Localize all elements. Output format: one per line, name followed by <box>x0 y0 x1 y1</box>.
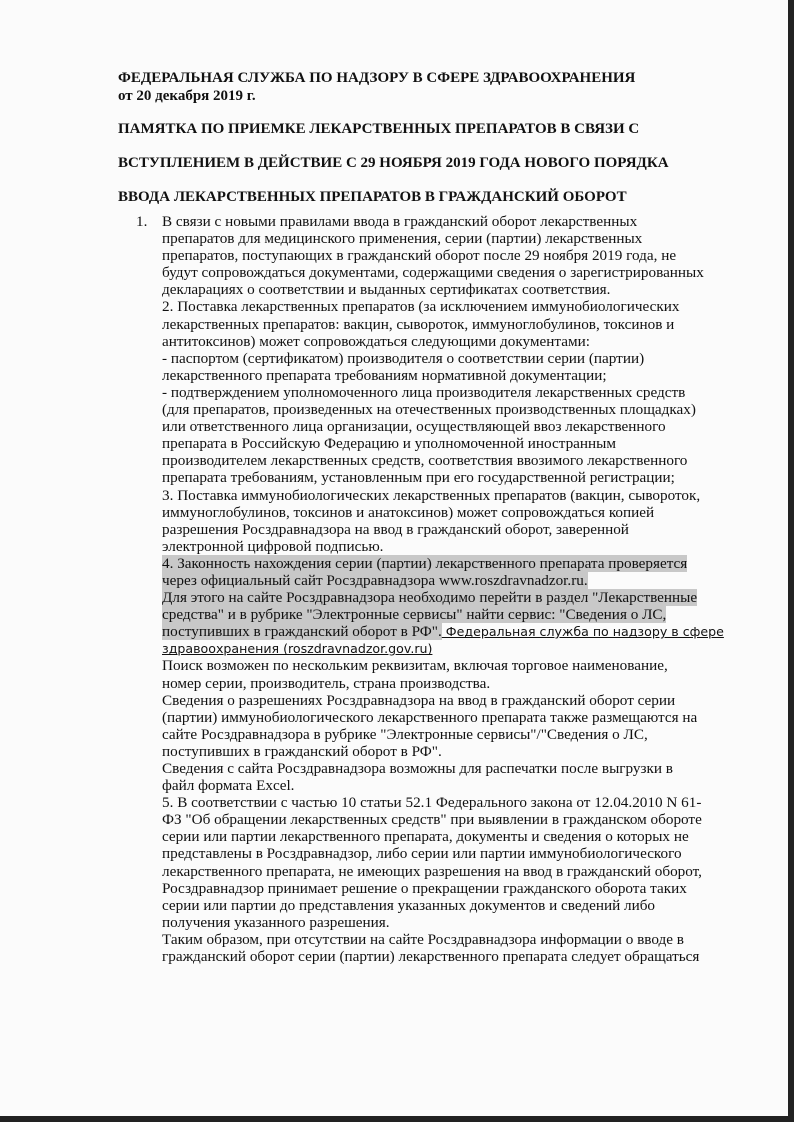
line-text: препарата требованиям, установленным при его государственной регистрации; <box>162 469 675 487</box>
line-text: Таким образом, при отсутствии на сайте Росздравнадзора информации о вводе в <box>162 930 684 948</box>
text-line <box>162 504 724 521</box>
roszdravnadzor-link[interactable]: Федеральная служба по надзору в сфере <box>441 624 724 640</box>
highlighted-text: через официальный сайт Росздравнадзора www.roszdravnadzor.ru. <box>162 571 588 589</box>
line-text: лекарственного препарата, не имеющих разрешения на ввод в гражданский оборот, <box>162 862 702 880</box>
text-line <box>162 487 724 504</box>
highlighted-text: 4. Законность нахождения серии (партии) лекарственного препарата проверяется <box>162 554 688 572</box>
line-text: номер серии, производитель, страна производства. <box>162 674 491 692</box>
text-line <box>162 897 724 914</box>
text-line <box>162 247 724 264</box>
text-line <box>162 845 724 862</box>
roszdravnadzor-link[interactable]: здравоохранения (roszdravnadzor.gov.ru) <box>162 641 433 657</box>
text-line <box>162 555 724 572</box>
text-line <box>162 350 724 367</box>
line-text: сайте Росздравнадзора в рубрике "Электронные сервисы"/"Сведения о ЛС, <box>162 725 648 743</box>
text-line <box>162 709 724 726</box>
highlighted-text: средства" и в рубрике "Электронные сервисы" найти сервис: "Сведения о ЛС, <box>162 606 667 624</box>
text-line <box>162 538 724 555</box>
text-line <box>162 692 724 709</box>
highlighted-text: поступивших в гражданский оборот в РФ". <box>162 623 442 641</box>
line-text: лекарственных препаратов: вакцин, сывороток, иммуноглобулинов, токсинов и <box>162 315 675 333</box>
text-line <box>162 794 724 811</box>
text-line <box>162 863 724 880</box>
text-line <box>162 281 724 298</box>
line-text: В связи с новыми правилами ввода в гражданский оборот лекарственных <box>162 213 638 230</box>
text-line <box>162 675 724 692</box>
text-line <box>162 230 724 247</box>
document-title-line: ВВОДА ЛЕКАРСТВЕННЫХ ПРЕПАРАТОВ В ГРАЖДАНСКИЙ ОБОРОТ <box>118 189 627 205</box>
text-line <box>162 948 724 965</box>
line-text: будут сопровождаться документами, содержащими сведения о зарегистрированных <box>162 264 704 282</box>
text-line <box>162 401 724 418</box>
line-text: гражданский оборот серии (партии) лекарственного препарата следует обращаться <box>162 948 700 966</box>
text-line <box>162 264 724 281</box>
text-line <box>162 931 724 948</box>
highlighted-text: Для этого на сайте Росздравнадзора необходимо перейти в раздел "Лекарственные <box>162 589 698 607</box>
line-text: серии или партии до представления указанных документов и сведений либо <box>162 896 656 914</box>
line-text: 3. Поставка иммунобиологических лекарственных препаратов (вакцин, сывороток, <box>162 486 701 504</box>
line-text: получения указанного разрешения. <box>162 913 390 931</box>
text-line <box>162 384 724 401</box>
line-text: или ответственного лица организации, осуществляющей ввоз лекарственного <box>162 418 666 436</box>
line-text: серии или партии лекарственного препарата, документы и сведения о которых не <box>162 828 689 846</box>
document-date: от 20 декабря 2019 г. <box>118 88 256 104</box>
line-text: разрешения Росздравнадзора на ввод в гражданский оборот, заверенной <box>162 520 629 538</box>
line-text: лекарственного препарата требованиям нормативной документации; <box>162 366 607 384</box>
line-text: поступивших в гражданский оборот в РФ". <box>162 742 442 760</box>
line-text: (для препаратов, произведенных на отечественных производственных площадках) <box>162 401 696 419</box>
line-text: производителем лекарственных средств, соответствия ввозимого лекарственного <box>162 452 688 470</box>
text-line <box>162 743 724 760</box>
text-line <box>162 760 724 777</box>
text-line <box>162 316 724 333</box>
line-text: Сведения о разрешениях Росздравнадзора на ввод в гражданский оборот серии <box>162 691 676 709</box>
document-body <box>136 213 724 966</box>
text-line <box>162 333 724 350</box>
line-text: Сведения с сайта Росздравнадзора возможны для распечатки после выгрузки в <box>162 760 673 777</box>
line-text: препарата в Российскую Федерацию и уполномоченной иностранным <box>162 435 616 453</box>
line-text: 2. Поставка лекарственных препаратов (за исключением иммунобиологических <box>162 298 680 316</box>
scan-edge <box>788 0 794 1122</box>
text-line <box>162 726 724 743</box>
text-line <box>162 623 724 640</box>
agency-name: ФЕДЕРАЛЬНАЯ СЛУЖБА ПО НАДЗОРУ В СФЕРЕ ЗДРАВООХРАНЕНИЯ <box>118 70 636 86</box>
line-text: - паспортом (сертификатом) производителя о соответствии серии (партии) <box>162 349 645 367</box>
list-number: 1. <box>136 213 148 230</box>
line-text: декларациях о соответствии и выданных сертификатах соответствия. <box>162 281 611 299</box>
line-text: ФЗ "Об обращении лекарственных средств" при выявлении в гражданском обороте <box>162 811 702 829</box>
line-text: Поиск возможен по нескольким реквизитам, включая торговое наименование, <box>162 657 668 675</box>
line-text: (партии) иммунобиологического лекарственного препарата также размещаются на <box>162 708 698 726</box>
line-text: электронной цифровой подписью. <box>162 537 384 555</box>
text-line <box>162 777 724 794</box>
scan-edge <box>0 1116 794 1122</box>
document-title-line: ПАМЯТКА ПО ПРИЕМКЕ ЛЕКАРСТВЕННЫХ ПРЕПАРАТОВ В СВЯЗИ С <box>118 121 640 137</box>
line-text: препаратов, поступающих в гражданский оборот после 29 ноября 2019 года, не <box>162 247 677 265</box>
line-text: иммуноглобулинов, токсинов и анатоксинов) может сопровождаться копией <box>162 503 655 521</box>
line-text: 5. В соответствии с частью 10 статьи 52.1 Федерального закона от 12.04.2010 N 61- <box>162 794 702 812</box>
text-line <box>162 914 724 931</box>
text-line <box>162 435 724 452</box>
text-line <box>162 572 724 589</box>
text-line <box>162 880 724 897</box>
line-text: представлены в Росздравнадзор, либо серии или партии иммунобиологического <box>162 845 682 863</box>
text-line <box>162 606 724 623</box>
line-text: Росздравнадзор принимает решение о прекращении гражданского оборота таких <box>162 879 687 897</box>
line-text: препаратов для медицинского применения, серии (партии) лекарственных <box>162 230 643 248</box>
line-text: файл формата Excel. <box>162 777 295 795</box>
document-title-line: ВСТУПЛЕНИЕМ В ДЕЙСТВИЕ С 29 НОЯБРЯ 2019 ГОДА НОВОГО ПОРЯДКА <box>118 155 669 171</box>
text-line <box>162 828 724 845</box>
text-line <box>162 521 724 538</box>
text-line <box>162 657 724 674</box>
text-line <box>162 367 724 384</box>
text-line <box>162 213 724 230</box>
text-line <box>162 640 724 657</box>
line-text: антитоксинов) может сопровождаться следующими документами: <box>162 332 590 350</box>
text-line <box>162 298 724 315</box>
text-line <box>162 589 724 606</box>
text-line <box>162 469 724 486</box>
text-line <box>162 452 724 469</box>
text-line <box>162 418 724 435</box>
text-line <box>162 811 724 828</box>
line-text: - подтверждением уполномоченного лица производителя лекарственных средств <box>162 383 686 401</box>
